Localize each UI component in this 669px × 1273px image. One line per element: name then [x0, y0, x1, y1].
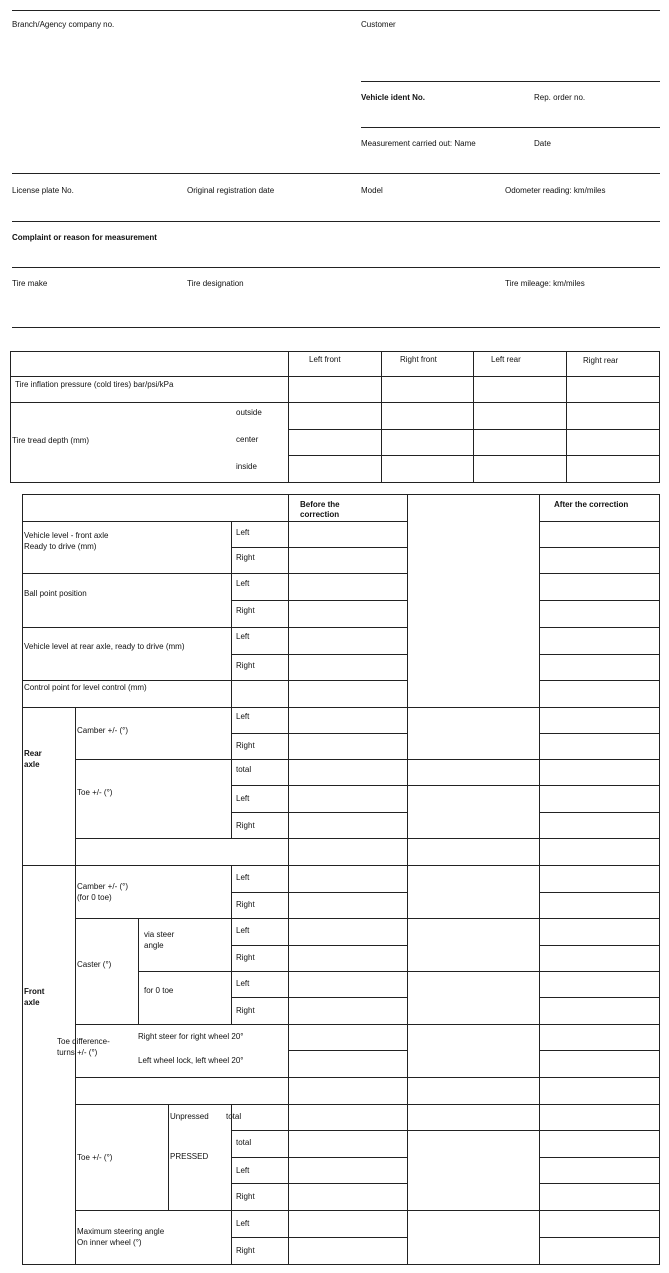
unpressed-label: Unpressed: [170, 1112, 209, 1121]
max-steer-label-2: On inner wheel (°): [77, 1238, 142, 1247]
level-front-label: Vehicle level - front axle: [24, 531, 109, 540]
front-camber-label-2: (for 0 toe): [77, 893, 112, 902]
col-left-front: Left front: [309, 355, 341, 364]
complaint-label: Complaint or reason for measurement: [12, 233, 157, 242]
control-point-label: Control point for level control (mm): [24, 683, 147, 692]
toe-diff-label-2: turns +/- (°): [57, 1048, 98, 1057]
tire-designation-label: Tire designation: [187, 279, 244, 288]
pressed-right: Right: [236, 1192, 255, 1201]
ball-point-label: Ball point position: [24, 589, 87, 598]
col-left-rear: Left rear: [491, 355, 521, 364]
tire-make-label: Tire make: [12, 279, 48, 288]
caster-zero-right: Right: [236, 1006, 255, 1015]
branch-label: Branch/Agency company no.: [12, 20, 115, 29]
tread-inside: inside: [236, 462, 257, 471]
level-rear-left: Left: [236, 632, 250, 641]
front-camber-label: Camber +/- (°): [77, 882, 128, 891]
right-steer-label: Right steer for right wheel 20°: [138, 1032, 244, 1041]
pressed-left: Left: [236, 1166, 250, 1175]
level-rear-right: Right: [236, 661, 255, 670]
max-steer-left: Left: [236, 1219, 250, 1228]
via-steer-label-2: angle: [144, 941, 164, 950]
via-steer-label: via steer: [144, 930, 175, 939]
rear-axle-label-2: axle: [24, 760, 40, 769]
toe-diff-label: Toe difference-: [57, 1037, 110, 1046]
vin-label: Vehicle ident No.: [361, 93, 426, 102]
unpressed-total: total: [226, 1112, 242, 1121]
level-front-left: Left: [236, 528, 250, 537]
front-axle-label-2: axle: [24, 998, 40, 1007]
tire-mileage-label: Tire mileage: km/miles: [505, 279, 585, 288]
level-rear-label: Vehicle level at rear axle, ready to drive (mm): [24, 642, 185, 651]
rear-axle-label: Rear: [24, 749, 42, 758]
orig-reg-label: Original registration date: [187, 186, 275, 195]
level-front-right: Right: [236, 553, 255, 562]
col-right-rear: Right rear: [583, 356, 619, 365]
tread-center: center: [236, 435, 259, 444]
front-camber-left: Left: [236, 873, 250, 882]
customer-label: Customer: [361, 20, 396, 29]
model-label: Model: [361, 186, 383, 195]
date-label: Date: [534, 139, 551, 148]
front-toe-label: Toe +/- (°): [77, 1153, 113, 1162]
level-front-label-2: Ready to drive (mm): [24, 542, 97, 551]
after-label: After the correction: [554, 500, 629, 509]
ball-point-right: Right: [236, 606, 255, 615]
rear-toe-right: Right: [236, 821, 255, 830]
max-steer-right: Right: [236, 1246, 255, 1255]
tread-outside: outside: [236, 408, 262, 417]
for-zero-toe-label: for 0 toe: [144, 986, 174, 995]
before-label: Before the correction: [300, 500, 340, 519]
caster-via-left: Left: [236, 926, 250, 935]
rear-toe-label: Toe +/- (°): [77, 788, 113, 797]
pressed-label: PRESSED: [170, 1152, 209, 1161]
caster-via-right: Right: [236, 953, 255, 962]
pressed-total: total: [236, 1138, 252, 1147]
tread-label: Tire tread depth (mm): [12, 436, 90, 445]
left-lock-label: Left wheel lock, left wheel 20°: [138, 1056, 244, 1065]
rear-toe-total: total: [236, 765, 252, 774]
col-right-front: Right front: [400, 355, 437, 364]
rear-camber-right: Right: [236, 741, 255, 750]
rear-camber-left: Left: [236, 712, 250, 721]
front-axle-label: Front: [24, 987, 45, 996]
front-camber-right: Right: [236, 900, 255, 909]
odometer-label: Odometer reading: km/miles: [505, 186, 606, 195]
pressure-label: Tire inflation pressure (cold tires) bar/psi/kPa: [15, 380, 174, 389]
max-steer-label: Maximum steering angle: [77, 1227, 165, 1236]
rear-toe-left: Left: [236, 794, 250, 803]
measured-by-label: Measurement carried out: Name: [361, 139, 476, 148]
rep-order-label: Rep. order no.: [534, 93, 586, 102]
caster-zero-left: Left: [236, 979, 250, 988]
license-label: License plate No.: [12, 186, 74, 195]
caster-label: Caster (°): [77, 960, 112, 969]
ball-point-left: Left: [236, 579, 250, 588]
rear-camber-label: Camber +/- (°): [77, 726, 128, 735]
